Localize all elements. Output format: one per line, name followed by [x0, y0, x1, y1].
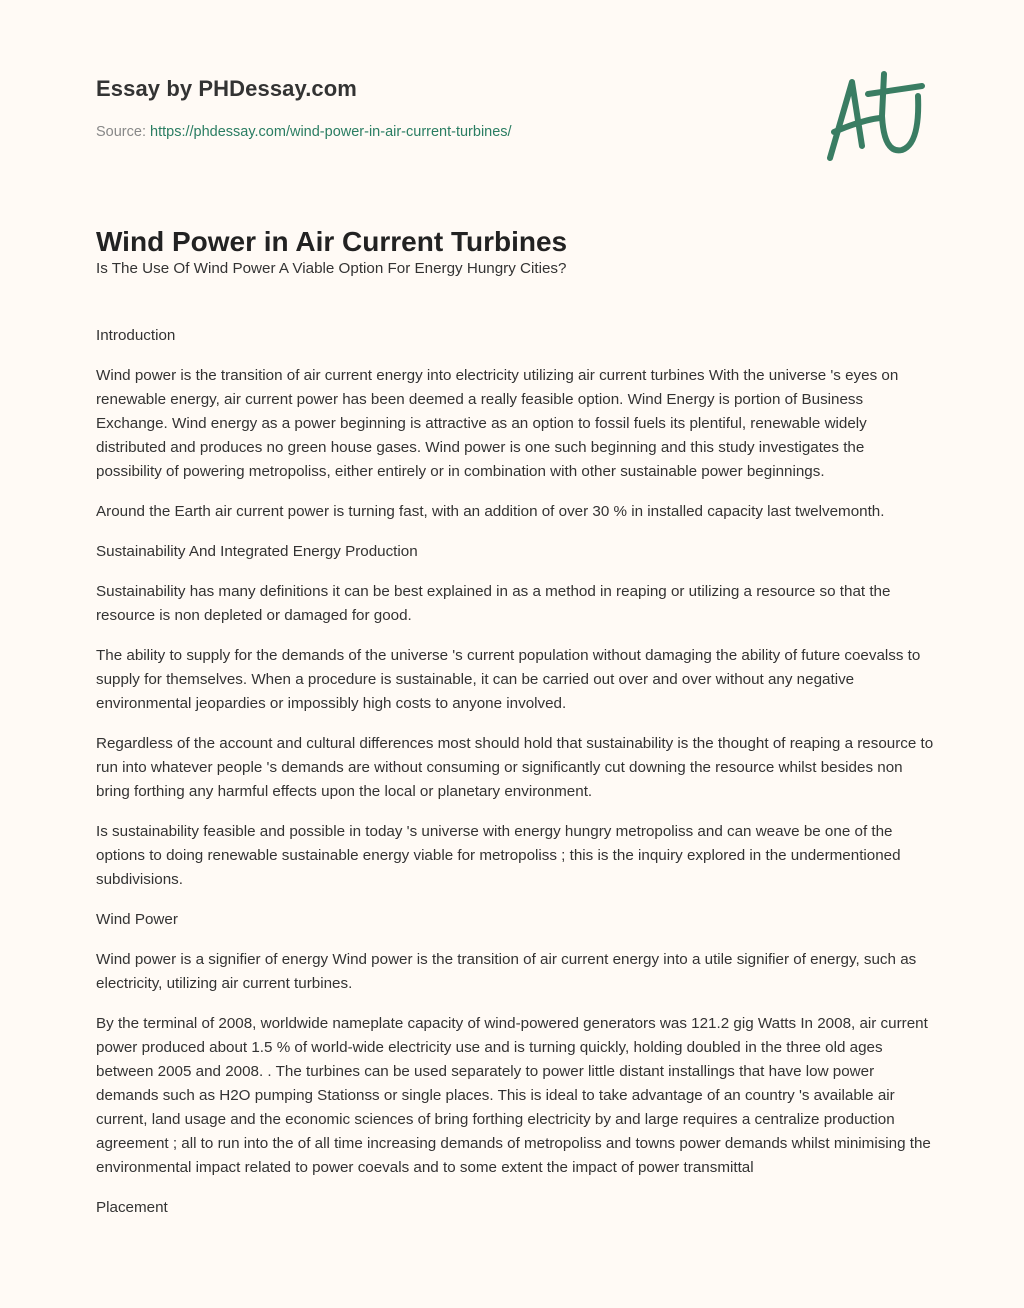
- essay-body: [96, 257, 934, 1236]
- paragraph: The ability to supply for the demands of the universe 's current population without damaging the ability of future coevalss to supply for themselves. When a procedure is sustainable, it can be carried out over and over without any negative environmental jeopardies or impossibly high costs to anyone involved.: [96, 647, 921, 712]
- section-heading: Sustainability And Integrated Energy Production: [96, 543, 418, 560]
- source-link[interactable]: https://phdessay.com/wind-power-in-air-current-turbines/: [150, 124, 512, 140]
- paragraph: Regardless of the account and cultural differences most should hold that sustainability is the thought of reaping a resource to run into whatever people 's demands are without consuming or significantly cut downing the resource whilst besides non bring forthing any harmful effects upon the local or planetary environment.: [96, 735, 934, 800]
- paragraph: Is sustainability feasible and possible in today 's universe with energy hungry metropoliss and can weave be one of the options to doing renewable sustainable energy viable for metropoliss ; this is the inquiry explored in the undermentioned subdivisions.: [96, 823, 901, 888]
- a-plus-logo-icon: [822, 68, 928, 164]
- source-label: Source:: [96, 124, 146, 140]
- source-line: [96, 124, 512, 140]
- section-heading: Wind Power: [96, 911, 178, 928]
- site-brand: Essay by PHDessay.com: [96, 76, 357, 101]
- paragraph: Wind power is a signifier of energy Wind power is the transition of air current energy into a utile signifier of energy, such as electricity, utilizing air current turbines.: [96, 951, 917, 992]
- paragraph: By the terminal of 2008, worldwide nameplate capacity of wind-powered generators was 121.2 gig Watts In 2008, air current power produced about 1.5 % of world-wide electricity use and is turning quickly, holding doubled in the three old ages between 2005 and 2008. . The turbines can be used separately to power little distant installings that have low power demands such as H2O pumping Stationss or single places. This is ideal to take advantage of an country 's available air current, land usage and the economic sciences of bring forthing electricity by and large requires a centralize production agreement ; all to run into the of all time increasing demands of metropoliss and towns power demands whilst minimising the environmental impact related to power coevals and to some extent the impact of power transmittal: [96, 1015, 931, 1176]
- paragraph: Wind power is the transition of air current energy into electricity utilizing air current turbines With the universe 's eyes on renewable energy, air current power has been deemed a really feasible option. Wind Energy is portion of Business Exchange. Wind energy as a power beginning is attractive as an option to fossil fuels its plentiful, renewable widely distributed and produces no green house gases. Wind power is one such beginning and this study investigates the possibility of powering metropoliss, either entirely or in combination with other sustainable power beginnings.: [96, 367, 899, 480]
- paragraph: Around the Earth air current power is turning fast, with an addition of over 30 % in installed capacity last twelvemonth.: [96, 503, 885, 520]
- section-heading: Placement: [96, 1199, 168, 1216]
- section-heading: Introduction: [96, 327, 176, 344]
- paragraph: Sustainability has many definitions it can be best explained in as a method in reaping or utilizing a resource so that the resource is non depleted or damaged for good.: [96, 583, 891, 624]
- paragraph: Is The Use Of Wind Power A Viable Option For Energy Hungry Cities?: [96, 260, 567, 277]
- essay-title: Wind Power in Air Current Turbines: [96, 226, 568, 257]
